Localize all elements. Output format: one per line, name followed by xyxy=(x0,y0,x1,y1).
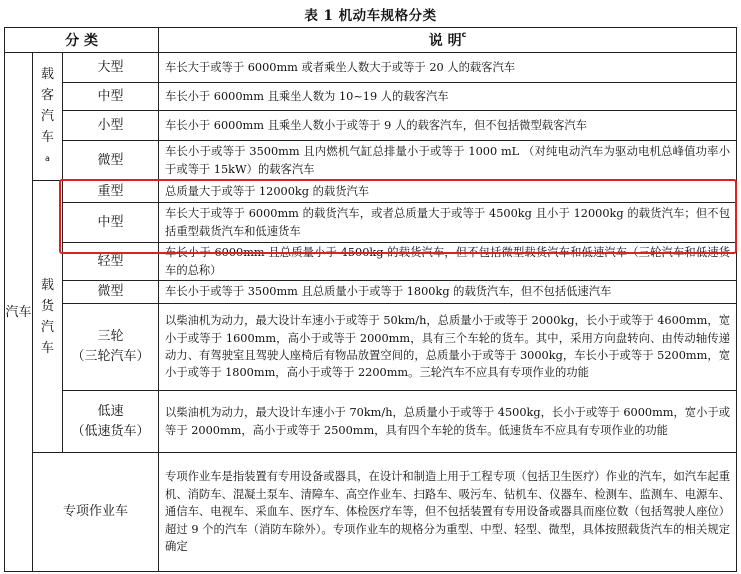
cargo-size-medium: 中型 xyxy=(63,203,159,243)
cargo-size-light: 轻型 xyxy=(63,243,159,281)
cargo-size-mini: 微型 xyxy=(63,281,159,304)
passenger-desc-large: 车长大于或等于 6000mm 或者乘坐人数大于或等于 20 人的载客汽车 xyxy=(159,53,737,83)
cargo-desc-tricycle: 以柴油机为动力，最大设计车速小于或等于 50km/h，总质量小于或等于 2000kg，长小于或等于 4600mm，宽小于或等于 1600mm，高小于或等于 2000mm，具有三个车轮的货车。其中，采用方向盘转向、由传动轴传递动力、有驾驶室且驾驶人座椅后有物品放置空间的，总质量小于或等于 3000kg，车长小于或等于 5200mm，宽小于或等于 1800mm，高小于或等于 2200mm。三轮汽车不应具有专项作业的功能 xyxy=(159,304,737,391)
passenger-size-medium: 中型 xyxy=(63,83,159,111)
header-description-sup: c xyxy=(461,30,467,39)
cargo-desc-lowspeed: 以柴油机为动力，最大设计车速小于 70km/h，总质量小于或等于 4500kg，长小于或等于 6000mm，宽小于或等于 2000mm，高小于或等于 2500mm，具有四个车轮的货车。低速货车不应具有专项作业的功能 xyxy=(159,391,737,453)
passenger-desc-small: 车长小于 6000mm 且乘坐人数小于或等于 9 人的载客汽车，但不包括微型载客汽车 xyxy=(159,111,737,141)
cargo-size-tricycle: 三轮 （三轮汽车） xyxy=(63,304,159,391)
passenger-desc-mini: 车长小于或等于 3500mm 且内燃机气缸总排量小于或等于 1000 mL （对纯电动汽车为驱动电机总峰值功率小于或等于 15kW）的载客汽车 xyxy=(159,141,737,181)
cargo-desc-mini: 车长小于或等于 3500mm 且总质量小于或等于 1800kg 的载货汽车，但不包括低速汽车 xyxy=(159,281,737,304)
special-desc: 专项作业车是指装置有专用设备或器具，在设计和制造上用于工程专项（包括卫生医疗）作业的汽车，如汽车起重机、消防车、混凝土泵车、清障车、高空作业车、扫路车、吸污车、钻机车、仪器车、检测车、监测车、电源车、通信车、电视车、采血车、医疗车、体检医疗车等，但不包括装置有专用设备或器具而座位数（包括驾驶人座位）超过 9 个的汽车（消防车除外）。专项作业车的规格分为重型、中型、轻型、微型，具体按照载货汽车的相关规定确定 xyxy=(159,453,737,572)
group-cell-vehicle xyxy=(5,53,33,572)
passenger-desc-medium: 车长小于 6000mm 且乘坐人数为 10~19 人的载客汽车 xyxy=(159,83,737,111)
cargo-desc-medium: 车长大于或等于 6000mm 的载货汽车，或者总质量大于或等于 4500kg 且小于 12000kg 的载货汽车；但不包括重型载货汽车和低速货车 xyxy=(159,203,737,243)
header-category: 分 类 xyxy=(5,28,159,53)
passenger-category-cell: 载 客 汽 车 a xyxy=(33,53,63,181)
header-description: 说 明$^c$ xyxy=(159,28,737,53)
vehicle-classification-table xyxy=(4,27,737,572)
passenger-size-small: 小型 xyxy=(63,111,159,141)
cargo-desc-heavy: 总质量大于或等于 12000kg 的载货汽车 xyxy=(159,181,737,203)
cargo-category-cell: 载 货 汽 车 xyxy=(33,181,63,453)
special-category-cell: 专项作业车 xyxy=(33,453,159,572)
cargo-size-lowspeed: 低速 （低速货车） xyxy=(63,391,159,453)
passenger-size-large: 大型 xyxy=(63,53,159,83)
passenger-size-mini: 微型 xyxy=(63,141,159,181)
group-label: 汽车 xyxy=(5,304,32,320)
passenger-sup: a xyxy=(45,154,50,163)
cargo-size-heavy: 重型 xyxy=(63,181,159,203)
table-caption: 表 1 机动车规格分类 xyxy=(304,8,437,24)
cargo-desc-light: 车长小于 6000mm 且总质量小于 4500kg 的载货汽车，但不包括微型载货汽车和低速汽车（三轮汽车和低速货车的总称） xyxy=(159,243,737,281)
